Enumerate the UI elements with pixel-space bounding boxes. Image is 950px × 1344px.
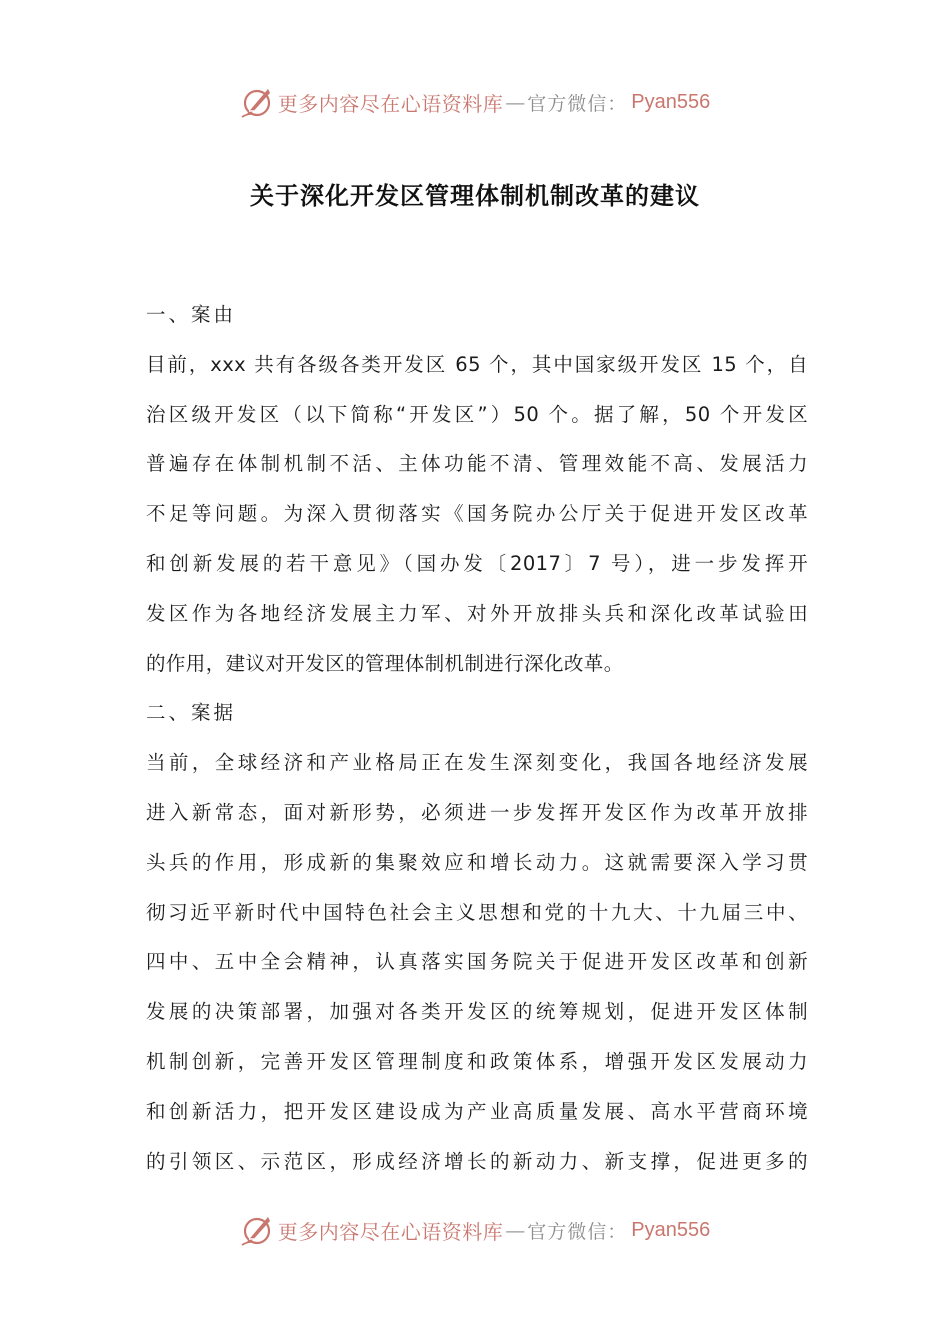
paragraph-line: 和创新发展的若干意见》（国办发〔2017〕7 号），进一步发挥开	[146, 551, 808, 575]
watermark-banner-bottom	[0, 1210, 950, 1250]
paragraph-line: 发区作为各地经济发展主力军、对外开放排头兵和深化改革试验田	[146, 601, 808, 625]
watermark-dash: —	[505, 90, 526, 114]
paragraph-line: 和创新活力，把开发区建设成为产业高质量发展、高水平营商环境	[146, 1099, 808, 1123]
paragraph-line: 发展的决策部署，加强对各类开发区的统筹规划，促进开发区体制	[146, 1000, 808, 1024]
watermark-dash: —	[505, 1218, 526, 1242]
watermark-text-sub: 官方微信：	[527, 1220, 628, 1243]
quill-pen-logo-icon	[240, 1213, 274, 1247]
paragraph-line: 普遍存在体制机制不活、主体功能不清、管理效能不高、发展活力	[146, 452, 808, 476]
section-heading: 一、案由	[146, 303, 237, 326]
paragraph-line: 头兵的作用，形成新的集聚效应和增长动力。这就需要深入学习贯	[146, 850, 808, 874]
document-body	[146, 290, 808, 1186]
watermark-text-main: 更多内容尽在心语资料库	[277, 91, 504, 116]
paragraph-line: 进入新常态，面对新形势，必须进一步发挥开发区作为改革开放排	[146, 800, 808, 824]
watermark-wechat-id: Pyan556	[631, 1218, 711, 1241]
document-title: 关于深化开发区管理体制机制改革的建议	[250, 182, 700, 210]
paragraph-line: 目前，xxx 共有各级各类开发区 65 个，其中国家级开发区 15 个，自	[146, 352, 808, 376]
paragraph-line: 四中、五中全会精神，认真落实国务院关于促进开发区改革和创新	[146, 950, 808, 974]
paragraph-line: 彻习近平新时代中国特色社会主义思想和党的十九大、十九届三中、	[146, 900, 808, 924]
section-heading: 二、案据	[146, 701, 237, 725]
paragraph-line: 的引领区、示范区，形成经济增长的新动力、新支撑，促进更多的	[146, 1149, 808, 1173]
watermark-text-main: 更多内容尽在心语资料库	[277, 1219, 504, 1244]
watermark-banner-top	[0, 82, 950, 122]
watermark-wechat-id: Pyan556	[631, 90, 711, 113]
quill-pen-logo-icon	[240, 85, 274, 119]
paragraph-line: 当前，全球经济和产业格局正在发生深刻变化，我国各地经济发展	[146, 751, 808, 775]
paragraph-line: 治区级开发区（以下简称“开发区”）50 个。据了解，50 个开发区	[146, 402, 808, 426]
watermark-text-sub: 官方微信：	[527, 92, 628, 115]
paragraph-line: 机制创新，完善开发区管理制度和政策体系，增强开发区发展动力	[146, 1049, 808, 1073]
paragraph-line: 的作用，建议对开发区的管理体制机制进行深化改革。	[146, 651, 624, 675]
paragraph-line: 不足等问题。为深入贯彻落实《国务院办公厅关于促进开发区改革	[146, 502, 808, 526]
